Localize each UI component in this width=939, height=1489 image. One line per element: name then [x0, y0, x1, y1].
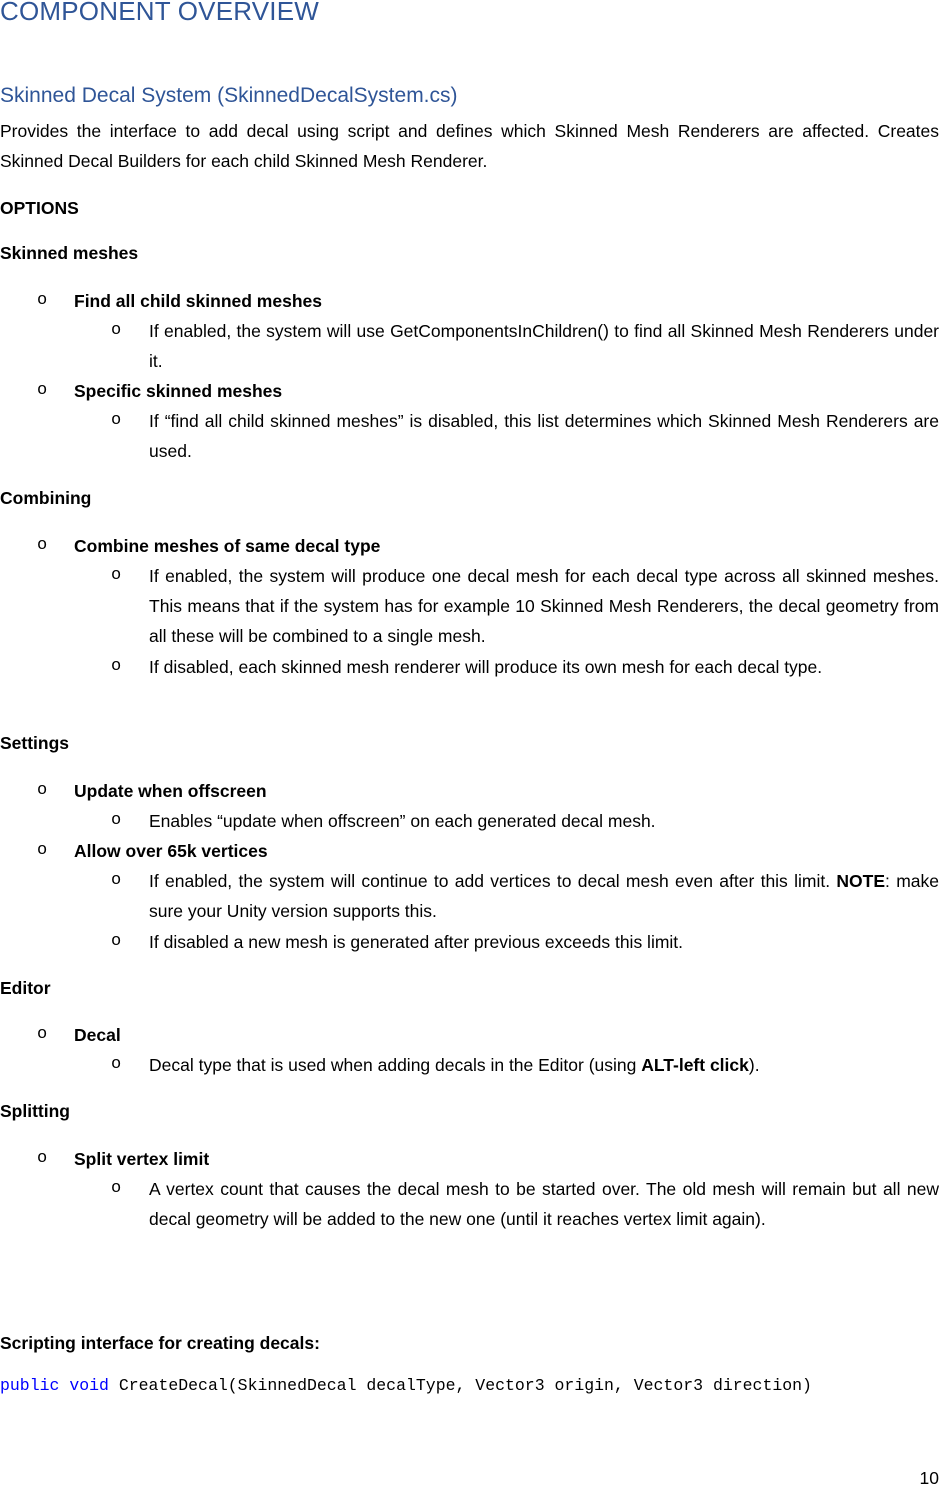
bullet-icon: o — [111, 321, 122, 340]
description-text: If enabled, the system will produce one decal mesh for each decal type across all skinned meshes. This means that if the system has for example 10 Skinned Mesh Renderers, the decal geometry from all these will be combined to a single mesh. — [149, 566, 939, 646]
description-pre: Decal type that is used when adding decals in the Editor (using — [149, 1055, 642, 1075]
bullet-icon: o — [37, 291, 48, 310]
description-text — [149, 866, 939, 926]
option-name: Update when offscreen — [74, 781, 267, 801]
option-name: Specific skinned meshes — [74, 381, 283, 401]
group-label-settings: Settings — [0, 733, 70, 753]
description-text: If enabled, the system will use GetComponentsInChildren() to find all Skinned Mesh Renderers under it. — [149, 321, 939, 371]
description-post: ). — [748, 1055, 760, 1075]
scripting-heading: Scripting interface for creating decals: — [0, 1333, 320, 1353]
note-label: NOTE — [836, 871, 886, 891]
description-text — [149, 1050, 939, 1080]
group-label-combining: Combining — [0, 488, 92, 508]
bullet-icon: o — [111, 566, 122, 585]
description-text: If disabled, each skinned mesh renderer will produce its own mesh for each decal type. — [149, 657, 823, 677]
bullet-icon: o — [111, 811, 122, 830]
code-signature: CreateDecal(SkinnedDecal decalType, Vector3 origin, Vector3 direction) — [118, 1376, 812, 1395]
description-text: If disabled a new mesh is generated after previous exceeds this limit. — [149, 932, 684, 952]
option-name: Allow over 65k vertices — [74, 841, 268, 861]
description-text: A vertex count that causes the decal mesh to be started over. The old mesh will remain but all new decal geometry will be added to the new one (until it reaches vertex limit again). — [149, 1179, 939, 1229]
description-text: Enables “update when offscreen” on each generated decal mesh. — [149, 811, 656, 831]
bullet-icon: o — [37, 381, 48, 400]
bullet-icon: o — [111, 871, 122, 890]
description-text: If “find all child skinned meshes” is disabled, this list determines which Skinned Mesh Renderers are used. — [149, 411, 939, 461]
bullet-icon: o — [37, 841, 48, 860]
code-snippet — [0, 1376, 812, 1395]
bullet-icon: o — [37, 1149, 48, 1168]
option-name: Decal — [74, 1025, 121, 1045]
bullet-icon: o — [37, 536, 48, 555]
bullet-icon: o — [111, 932, 122, 951]
bullet-icon: o — [37, 1025, 48, 1044]
code-keyword: public — [0, 1376, 60, 1395]
note-text: : make sure your Unity version supports this. — [149, 871, 939, 921]
shortcut-text: ALT-left click — [641, 1055, 749, 1075]
description-main: If enabled, the system will continue to add vertices to decal mesh even after this limit. — [149, 871, 831, 891]
page-number: 10 — [919, 1468, 939, 1488]
intro-paragraph: Provides the interface to add decal using script and defines which Skinned Mesh Renderers are affected. Creates Skinned Decal Builders for each child Skinned Mesh Renderer. — [0, 121, 939, 171]
code-keyword: void — [69, 1376, 109, 1395]
options-heading: OPTIONS — [0, 198, 79, 218]
section-title: Skinned Decal System (SkinnedDecalSystem.cs) — [0, 84, 458, 107]
bullet-icon: o — [111, 411, 122, 430]
option-name: Split vertex limit — [74, 1149, 210, 1169]
bullet-icon: o — [111, 657, 122, 676]
bullet-icon: o — [37, 781, 48, 800]
bullet-icon: o — [111, 1055, 122, 1074]
option-name: Find all child skinned meshes — [74, 291, 322, 311]
group-label-editor: Editor — [0, 978, 51, 998]
group-label-splitting: Splitting — [0, 1101, 70, 1121]
option-name: Combine meshes of same decal type — [74, 536, 381, 556]
bullet-icon: o — [111, 1179, 122, 1198]
group-label-skinned-meshes: Skinned meshes — [0, 243, 139, 263]
page-title: COMPONENT OVERVIEW — [0, 0, 320, 26]
